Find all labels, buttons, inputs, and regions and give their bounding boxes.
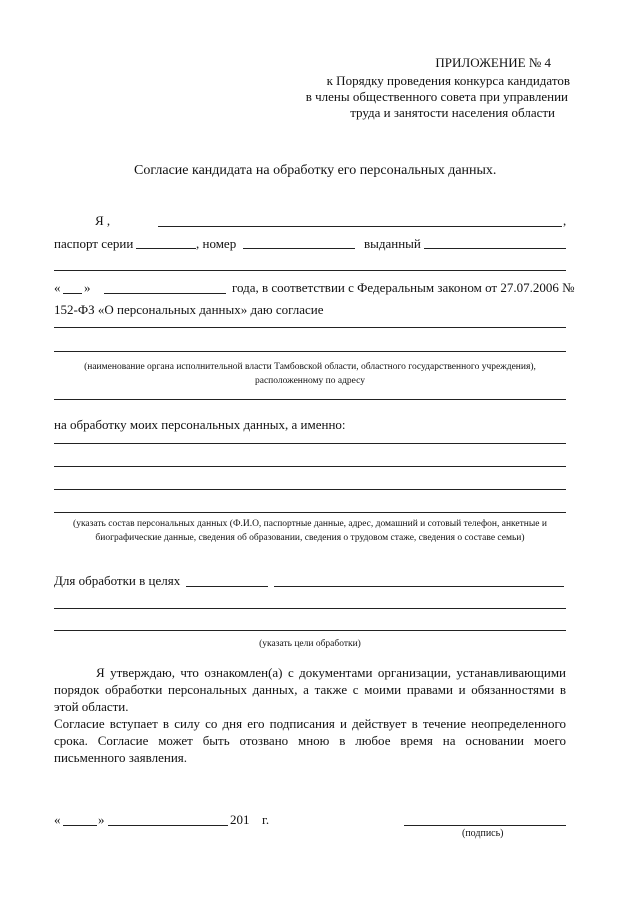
signature-label: (подпись) bbox=[462, 828, 504, 839]
issued-by-line-2[interactable] bbox=[54, 270, 566, 271]
purpose-label: Для обработки в целях bbox=[54, 573, 181, 588]
passport-series-label: паспорт серии bbox=[54, 236, 134, 251]
law-name-text: 152-ФЗ «О персональных данных» даю согласие bbox=[54, 302, 324, 317]
data-line-4[interactable] bbox=[54, 512, 566, 513]
data-line-2[interactable] bbox=[54, 466, 566, 467]
purpose-line-2[interactable] bbox=[54, 608, 566, 609]
passport-number-line[interactable] bbox=[243, 248, 355, 249]
address-line[interactable] bbox=[54, 399, 566, 400]
issue-month-year-line[interactable] bbox=[104, 293, 226, 294]
year-suffix: г. bbox=[262, 812, 270, 827]
date-quote-close: » bbox=[84, 280, 91, 295]
sign-month-line[interactable] bbox=[108, 825, 228, 826]
data-line-3[interactable] bbox=[54, 489, 566, 490]
processing-label: на обработку моих персональных данных, а именно: bbox=[54, 417, 346, 432]
appendix-subtitle-line1: к Порядку проведения конкурса кандидатов bbox=[326, 73, 570, 88]
full-name-line[interactable] bbox=[158, 226, 562, 227]
acknowledgement-paragraph: Я утверждаю, что ознакомлен(а) с документами организации, устанавливающими порядок обработки персональных данных, а также с моими правами и обязанностями в этой области. bbox=[54, 665, 566, 714]
sign-day-line[interactable] bbox=[63, 825, 97, 826]
footer-quote-open: « bbox=[54, 812, 61, 827]
passport-number-label: , номер bbox=[196, 236, 237, 251]
document-title: Согласие кандидата на обработку его персональных данных. bbox=[134, 163, 497, 178]
purpose-line-long[interactable] bbox=[274, 586, 564, 587]
passport-series-line[interactable] bbox=[136, 248, 196, 249]
issued-by-line[interactable] bbox=[424, 248, 566, 249]
organ-note: (наименование органа исполнительной власти Тамбовской области, областного государственного учреждения), расположенному по адресу bbox=[84, 362, 536, 386]
data-composition-note: (указать состав персональных данных (Ф.И.О, паспортные данные, адрес, домашний и сотовый телефон, анкетные и биографические данные, сведения об образовании, сведения о трудовом стаже, сведения о составе семьи) bbox=[73, 519, 547, 543]
date-quote-open: « bbox=[54, 280, 61, 295]
data-line-1[interactable] bbox=[54, 443, 566, 444]
i-label: Я , bbox=[95, 213, 111, 228]
purpose-line-short[interactable] bbox=[186, 586, 268, 587]
issue-day-line[interactable] bbox=[63, 293, 82, 294]
year-prefix: 201 bbox=[230, 812, 250, 827]
appendix-subtitle-line3: труда и занятости населения области bbox=[350, 105, 555, 120]
organ-line-2[interactable] bbox=[54, 351, 566, 352]
appendix-subtitle-line2: в члены общественного совета при управлении bbox=[305, 89, 568, 104]
validity-paragraph: Согласие вступает в силу со дня его подписания и действует в течение неопределенного срока. Согласие может быть отозвано мною в любое время на основании моего письменного заявления. bbox=[54, 716, 566, 765]
comma-mark: , bbox=[563, 213, 567, 228]
organ-line-1[interactable] bbox=[54, 327, 566, 328]
signature-line[interactable] bbox=[404, 825, 566, 826]
purpose-note: (указать цели обработки) bbox=[259, 639, 361, 649]
law-reference-text: года, в соответствии с Федеральным законом от 27.07.2006 № bbox=[232, 280, 575, 295]
purpose-line-3[interactable] bbox=[54, 630, 566, 631]
issued-label: выданный bbox=[364, 236, 421, 251]
appendix-number: ПРИЛОЖЕНИЕ № 4 bbox=[435, 55, 551, 70]
footer-quote-close: » bbox=[98, 812, 105, 827]
